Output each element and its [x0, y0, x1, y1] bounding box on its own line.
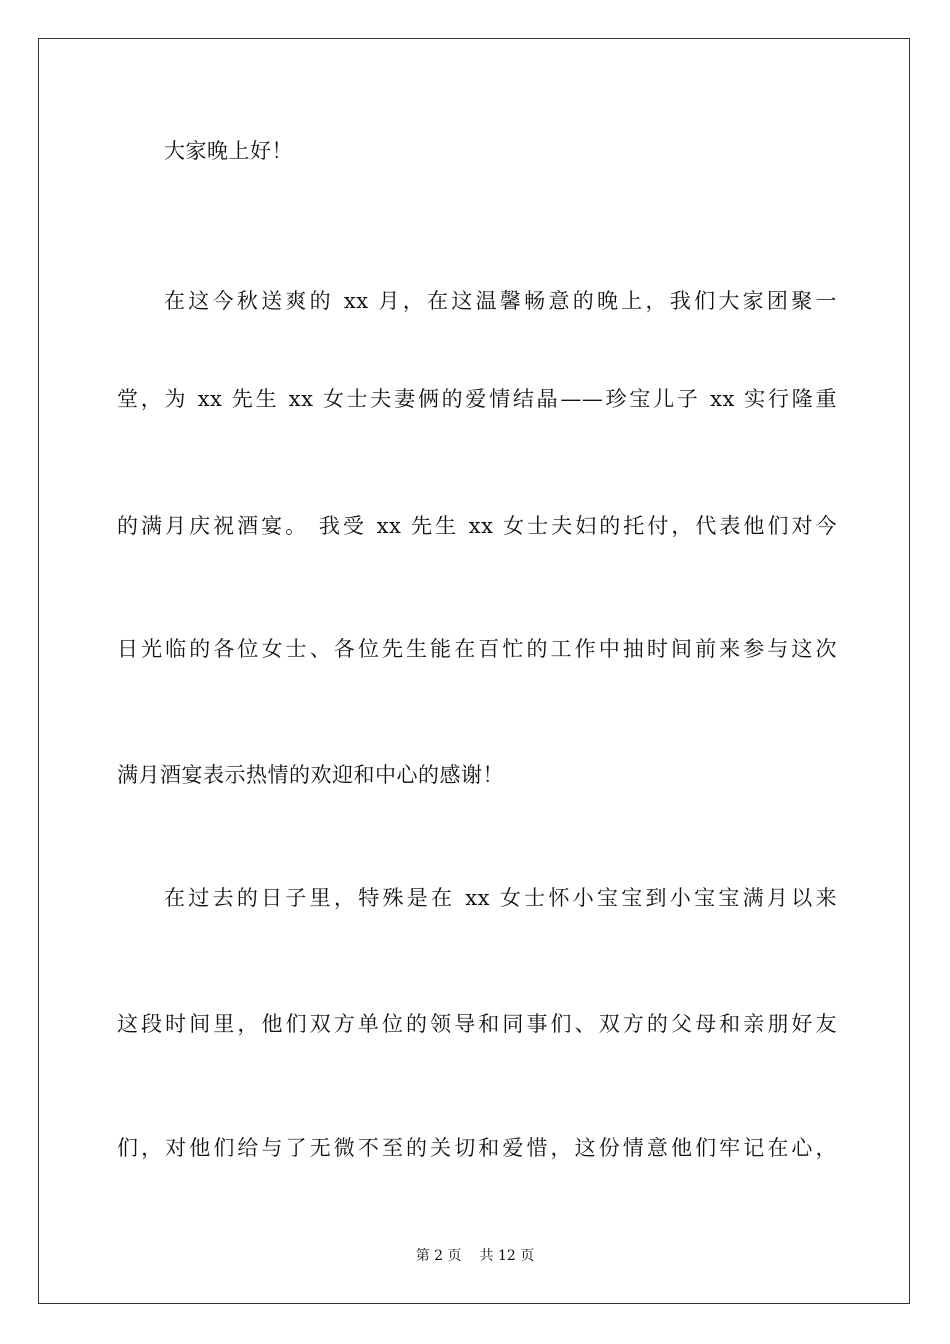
body-line-7: 这段时间里，他们双方单位的领导和同事们、双方的父母和亲朋好友 — [117, 1012, 837, 1036]
page-number: 第 2 页 — [415, 1248, 462, 1264]
body-line-5: 满月酒宴表示热情的欢迎和中心的感谢！ — [117, 763, 504, 787]
body-line-2: 堂，为 xx 先生 xx 女士夫妻俩的爱情结晶——珍宝儿子 xx 实行隆重 — [117, 387, 837, 411]
page-border — [38, 38, 910, 1304]
body-line-4: 日光临的各位女士、各位先生能在百忙的工作中抽时间前来参与这次 — [117, 637, 837, 661]
body-line-8: 们，对他们给与了无微不至的关切和爱惜，这份情意他们牢记在心， — [117, 1136, 837, 1160]
page-total: 共 12 页 — [479, 1248, 535, 1264]
body-line-1: 在这今秋送爽的 xx 月，在这温馨畅意的晚上，我们大家团聚一 — [164, 289, 837, 313]
page-footer — [0, 1246, 950, 1266]
body-line-6: 在过去的日子里，特殊是在 xx 女士怀小宝宝到小宝宝满月以来 — [164, 886, 837, 910]
body-line-3: 的满月庆祝酒宴。 我受 xx 先生 xx 女士夫妇的托付，代表他们对今 — [117, 514, 837, 538]
greeting-line: 大家晚上好！ — [164, 139, 293, 163]
